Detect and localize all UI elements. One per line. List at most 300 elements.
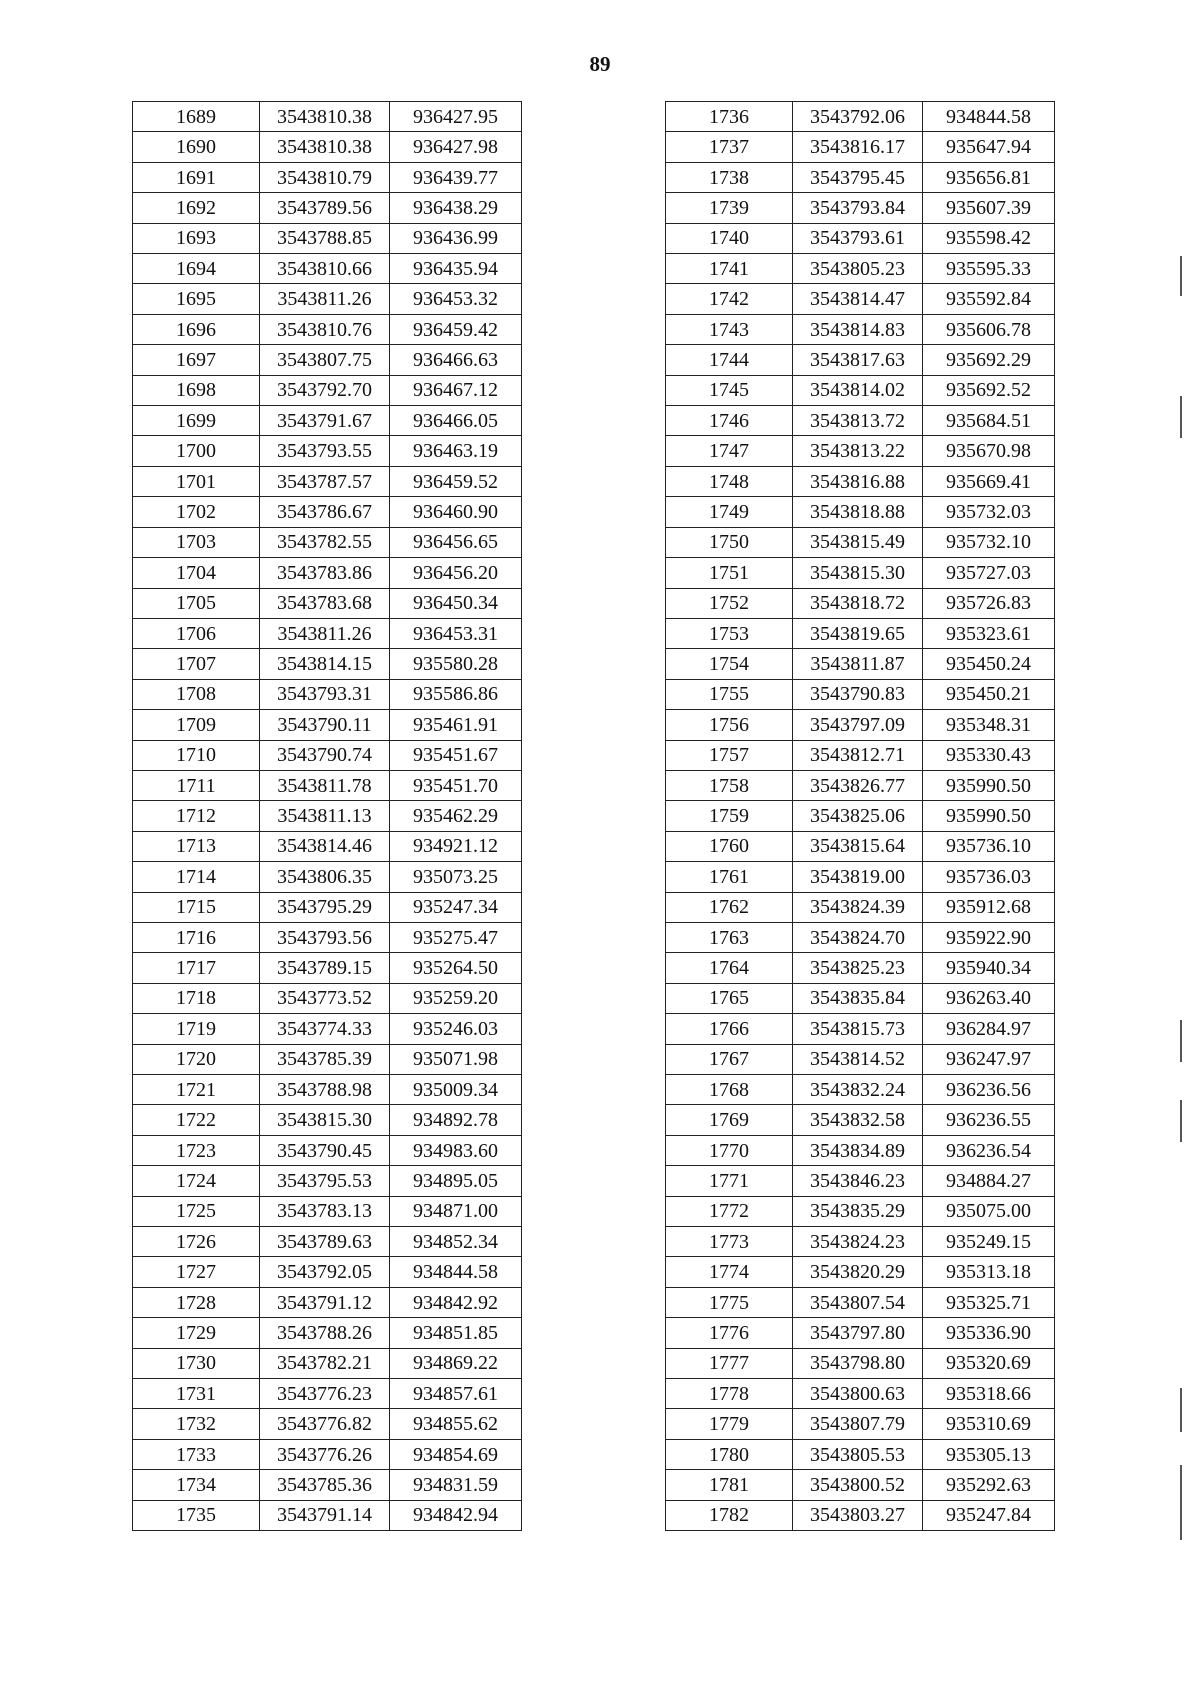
x-coordinate-cell: 3543793.84 [793,193,923,223]
table-row [133,1196,522,1226]
y-coordinate-cell: 936460.90 [390,497,522,527]
x-coordinate-cell: 3543795.29 [260,892,390,922]
table-row [666,1348,1055,1378]
point-number-cell: 1750 [666,527,793,557]
x-coordinate-cell: 3543810.38 [260,132,390,162]
table-row [666,254,1055,284]
x-coordinate-cell: 3543776.23 [260,1379,390,1409]
scan-mark [1180,1465,1182,1540]
y-coordinate-cell: 934844.58 [390,1257,522,1287]
y-coordinate-cell: 935259.20 [390,983,522,1013]
y-coordinate-cell: 936284.97 [923,1014,1055,1044]
x-coordinate-cell: 3543814.02 [793,375,923,405]
y-coordinate-cell: 935009.34 [390,1075,522,1105]
y-coordinate-cell: 934895.05 [390,1166,522,1196]
table-row [666,345,1055,375]
y-coordinate-cell: 935292.63 [923,1470,1055,1500]
y-coordinate-cell: 935071.98 [390,1044,522,1074]
table-row [133,892,522,922]
table-row [666,284,1055,314]
coordinate-table-right [665,101,1055,1531]
x-coordinate-cell: 3543811.26 [260,284,390,314]
point-number-cell: 1765 [666,983,793,1013]
table-row [666,862,1055,892]
x-coordinate-cell: 3543818.72 [793,588,923,618]
x-coordinate-cell: 3543789.63 [260,1227,390,1257]
y-coordinate-cell: 935736.10 [923,831,1055,861]
point-number-cell: 1724 [133,1166,260,1196]
table-row [133,740,522,770]
y-coordinate-cell: 936247.97 [923,1044,1055,1074]
point-number-cell: 1723 [133,1135,260,1165]
point-number-cell: 1732 [133,1409,260,1439]
table-row [666,831,1055,861]
point-number-cell: 1731 [133,1379,260,1409]
point-number-cell: 1770 [666,1135,793,1165]
y-coordinate-cell: 935586.86 [390,679,522,709]
table-row [133,1257,522,1287]
table-row [133,801,522,831]
x-coordinate-cell: 3543805.23 [793,254,923,284]
y-coordinate-cell: 935348.31 [923,710,1055,740]
y-coordinate-cell: 935073.25 [390,862,522,892]
x-coordinate-cell: 3543815.73 [793,1014,923,1044]
point-number-cell: 1720 [133,1044,260,1074]
y-coordinate-cell: 934983.60 [390,1135,522,1165]
table-row [133,1409,522,1439]
y-coordinate-cell: 934921.12 [390,831,522,861]
table-row [666,375,1055,405]
y-coordinate-cell: 935732.10 [923,527,1055,557]
point-number-cell: 1747 [666,436,793,466]
x-coordinate-cell: 3543810.66 [260,254,390,284]
table-row [666,1166,1055,1196]
y-coordinate-cell: 936439.77 [390,162,522,192]
table-row [666,892,1055,922]
table-row [133,1044,522,1074]
y-coordinate-cell: 934842.92 [390,1287,522,1317]
point-number-cell: 1781 [666,1470,793,1500]
y-coordinate-cell: 934842.94 [390,1500,522,1530]
y-coordinate-cell: 935726.83 [923,588,1055,618]
point-number-cell: 1707 [133,649,260,679]
y-coordinate-cell: 935305.13 [923,1439,1055,1469]
scan-mark [1180,1020,1182,1062]
y-coordinate-cell: 936456.65 [390,527,522,557]
y-coordinate-cell: 935249.15 [923,1227,1055,1257]
point-number-cell: 1754 [666,649,793,679]
table-row [133,983,522,1013]
table-row [133,406,522,436]
table-row [133,618,522,648]
point-number-cell: 1711 [133,770,260,800]
x-coordinate-cell: 3543800.52 [793,1470,923,1500]
y-coordinate-cell: 935461.91 [390,710,522,740]
x-coordinate-cell: 3543815.49 [793,527,923,557]
coordinate-table-body [133,102,522,1531]
y-coordinate-cell: 935450.24 [923,649,1055,679]
y-coordinate-cell: 935940.34 [923,953,1055,983]
scan-mark [1180,256,1182,296]
y-coordinate-cell: 935607.39 [923,193,1055,223]
table-row [133,132,522,162]
x-coordinate-cell: 3543810.38 [260,102,390,132]
x-coordinate-cell: 3543813.22 [793,436,923,466]
point-number-cell: 1691 [133,162,260,192]
x-coordinate-cell: 3543790.11 [260,710,390,740]
x-coordinate-cell: 3543811.87 [793,649,923,679]
point-number-cell: 1697 [133,345,260,375]
x-coordinate-cell: 3543786.67 [260,497,390,527]
y-coordinate-cell: 936438.29 [390,193,522,223]
point-number-cell: 1748 [666,466,793,496]
x-coordinate-cell: 3543805.53 [793,1439,923,1469]
y-coordinate-cell: 935580.28 [390,649,522,679]
scan-mark [1180,1388,1182,1432]
x-coordinate-cell: 3543788.98 [260,1075,390,1105]
y-coordinate-cell: 935330.43 [923,740,1055,770]
point-number-cell: 1727 [133,1257,260,1287]
x-coordinate-cell: 3543797.09 [793,710,923,740]
y-coordinate-cell: 936427.98 [390,132,522,162]
x-coordinate-cell: 3543818.88 [793,497,923,527]
table-row [133,1135,522,1165]
table-row [133,831,522,861]
x-coordinate-cell: 3543792.06 [793,102,923,132]
y-coordinate-cell: 934852.34 [390,1227,522,1257]
table-row [133,193,522,223]
table-row [666,618,1055,648]
y-coordinate-cell: 934851.85 [390,1318,522,1348]
point-number-cell: 1772 [666,1196,793,1226]
table-row [666,132,1055,162]
table-row [666,1439,1055,1469]
x-coordinate-cell: 3543824.39 [793,892,923,922]
point-number-cell: 1769 [666,1105,793,1135]
table-row [666,588,1055,618]
table-row [133,345,522,375]
table-row [666,801,1055,831]
x-coordinate-cell: 3543824.23 [793,1227,923,1257]
point-number-cell: 1760 [666,831,793,861]
table-row [666,1470,1055,1500]
x-coordinate-cell: 3543807.54 [793,1287,923,1317]
table-row [133,1318,522,1348]
point-number-cell: 1746 [666,406,793,436]
x-coordinate-cell: 3543803.27 [793,1500,923,1530]
y-coordinate-cell: 934844.58 [923,102,1055,132]
x-coordinate-cell: 3543795.45 [793,162,923,192]
table-row [133,1287,522,1317]
table-row [666,679,1055,709]
table-row [666,527,1055,557]
x-coordinate-cell: 3543814.15 [260,649,390,679]
y-coordinate-cell: 934884.27 [923,1166,1055,1196]
point-number-cell: 1762 [666,892,793,922]
table-row [133,1105,522,1135]
x-coordinate-cell: 3543783.13 [260,1196,390,1226]
table-row [133,284,522,314]
point-number-cell: 1703 [133,527,260,557]
table-row [133,1379,522,1409]
y-coordinate-cell: 934871.00 [390,1196,522,1226]
y-coordinate-cell: 935922.90 [923,922,1055,952]
x-coordinate-cell: 3543790.74 [260,740,390,770]
x-coordinate-cell: 3543776.26 [260,1439,390,1469]
y-coordinate-cell: 935320.69 [923,1348,1055,1378]
point-number-cell: 1692 [133,193,260,223]
table-row [133,588,522,618]
x-coordinate-cell: 3543834.89 [793,1135,923,1165]
y-coordinate-cell: 936263.40 [923,983,1055,1013]
page-number: 89 [589,52,611,76]
y-coordinate-cell: 935462.29 [390,801,522,831]
x-coordinate-cell: 3543817.63 [793,345,923,375]
point-number-cell: 1716 [133,922,260,952]
point-number-cell: 1774 [666,1257,793,1287]
point-number-cell: 1742 [666,284,793,314]
table-row [666,1500,1055,1530]
y-coordinate-cell: 935692.29 [923,345,1055,375]
x-coordinate-cell: 3543783.86 [260,558,390,588]
point-number-cell: 1738 [666,162,793,192]
y-coordinate-cell: 935669.41 [923,466,1055,496]
point-number-cell: 1780 [666,1439,793,1469]
point-number-cell: 1777 [666,1348,793,1378]
table-row [133,862,522,892]
x-coordinate-cell: 3543814.46 [260,831,390,861]
table-row [133,770,522,800]
table-row [666,649,1055,679]
point-number-cell: 1696 [133,314,260,344]
table-row [133,1348,522,1378]
x-coordinate-cell: 3543824.70 [793,922,923,952]
x-coordinate-cell: 3543810.76 [260,314,390,344]
point-number-cell: 1718 [133,983,260,1013]
x-coordinate-cell: 3543825.06 [793,801,923,831]
x-coordinate-cell: 3543835.84 [793,983,923,1013]
x-coordinate-cell: 3543819.65 [793,618,923,648]
point-number-cell: 1694 [133,254,260,284]
table-row [133,679,522,709]
point-number-cell: 1721 [133,1075,260,1105]
table-row [666,1196,1055,1226]
table-row [666,436,1055,466]
table-row [666,1287,1055,1317]
x-coordinate-cell: 3543785.36 [260,1470,390,1500]
x-coordinate-cell: 3543806.35 [260,862,390,892]
y-coordinate-cell: 935595.33 [923,254,1055,284]
x-coordinate-cell: 3543832.24 [793,1075,923,1105]
x-coordinate-cell: 3543791.14 [260,1500,390,1530]
x-coordinate-cell: 3543792.70 [260,375,390,405]
x-coordinate-cell: 3543789.15 [260,953,390,983]
y-coordinate-cell: 935912.68 [923,892,1055,922]
table-row [133,375,522,405]
y-coordinate-cell: 935336.90 [923,1318,1055,1348]
point-number-cell: 1722 [133,1105,260,1135]
y-coordinate-cell: 935318.66 [923,1379,1055,1409]
point-number-cell: 1704 [133,558,260,588]
table-row [666,740,1055,770]
point-number-cell: 1778 [666,1379,793,1409]
table-row [133,254,522,284]
point-number-cell: 1773 [666,1227,793,1257]
point-number-cell: 1717 [133,953,260,983]
table-row [666,102,1055,132]
x-coordinate-cell: 3543846.23 [793,1166,923,1196]
y-coordinate-cell: 935732.03 [923,497,1055,527]
point-number-cell: 1782 [666,1500,793,1530]
point-number-cell: 1761 [666,862,793,892]
y-coordinate-cell: 935323.61 [923,618,1055,648]
point-number-cell: 1695 [133,284,260,314]
point-number-cell: 1725 [133,1196,260,1226]
table-row [666,983,1055,1013]
point-number-cell: 1756 [666,710,793,740]
y-coordinate-cell: 935656.81 [923,162,1055,192]
table-row [133,922,522,952]
point-number-cell: 1730 [133,1348,260,1378]
table-row [666,1318,1055,1348]
table-row [666,953,1055,983]
y-coordinate-cell: 936466.63 [390,345,522,375]
table-row [133,527,522,557]
table-row [666,1105,1055,1135]
x-coordinate-cell: 3543814.52 [793,1044,923,1074]
x-coordinate-cell: 3543807.75 [260,345,390,375]
table-row [133,223,522,253]
y-coordinate-cell: 934855.62 [390,1409,522,1439]
y-coordinate-cell: 935451.70 [390,770,522,800]
point-number-cell: 1763 [666,922,793,952]
x-coordinate-cell: 3543811.26 [260,618,390,648]
x-coordinate-cell: 3543793.55 [260,436,390,466]
x-coordinate-cell: 3543816.88 [793,466,923,496]
x-coordinate-cell: 3543787.57 [260,466,390,496]
y-coordinate-cell: 935325.71 [923,1287,1055,1317]
point-number-cell: 1708 [133,679,260,709]
y-coordinate-cell: 934854.69 [390,1439,522,1469]
x-coordinate-cell: 3543798.80 [793,1348,923,1378]
point-number-cell: 1739 [666,193,793,223]
point-number-cell: 1705 [133,588,260,618]
y-coordinate-cell: 935310.69 [923,1409,1055,1439]
table-row [133,1075,522,1105]
table-row [133,558,522,588]
y-coordinate-cell: 935246.03 [390,1014,522,1044]
x-coordinate-cell: 3543782.21 [260,1348,390,1378]
x-coordinate-cell: 3543820.29 [793,1257,923,1287]
point-number-cell: 1713 [133,831,260,861]
point-number-cell: 1759 [666,801,793,831]
y-coordinate-cell: 935592.84 [923,284,1055,314]
x-coordinate-cell: 3543814.83 [793,314,923,344]
point-number-cell: 1752 [666,588,793,618]
point-number-cell: 1733 [133,1439,260,1469]
x-coordinate-cell: 3543774.33 [260,1014,390,1044]
table-row [666,1409,1055,1439]
y-coordinate-cell: 936453.31 [390,618,522,648]
x-coordinate-cell: 3543814.47 [793,284,923,314]
y-coordinate-cell: 935313.18 [923,1257,1055,1287]
table-row [666,1227,1055,1257]
x-coordinate-cell: 3543792.05 [260,1257,390,1287]
x-coordinate-cell: 3543815.30 [793,558,923,588]
x-coordinate-cell: 3543797.80 [793,1318,923,1348]
table-row [666,1135,1055,1165]
point-number-cell: 1726 [133,1227,260,1257]
table-row [133,649,522,679]
table-row [666,162,1055,192]
x-coordinate-cell: 3543807.79 [793,1409,923,1439]
point-number-cell: 1712 [133,801,260,831]
y-coordinate-cell: 936453.32 [390,284,522,314]
point-number-cell: 1735 [133,1500,260,1530]
x-coordinate-cell: 3543825.23 [793,953,923,983]
table-row [666,193,1055,223]
table-row [133,314,522,344]
x-coordinate-cell: 3543793.31 [260,679,390,709]
x-coordinate-cell: 3543826.77 [793,770,923,800]
table-row [133,466,522,496]
point-number-cell: 1734 [133,1470,260,1500]
y-coordinate-cell: 935075.00 [923,1196,1055,1226]
point-number-cell: 1766 [666,1014,793,1044]
table-row [133,102,522,132]
table-row [133,497,522,527]
y-coordinate-cell: 935450.21 [923,679,1055,709]
table-row [133,1014,522,1044]
table-row [133,436,522,466]
x-coordinate-cell: 3543791.67 [260,406,390,436]
y-coordinate-cell: 935684.51 [923,406,1055,436]
y-coordinate-cell: 936466.05 [390,406,522,436]
table-row [133,953,522,983]
x-coordinate-cell: 3543788.26 [260,1318,390,1348]
point-number-cell: 1690 [133,132,260,162]
x-coordinate-cell: 3543835.29 [793,1196,923,1226]
point-number-cell: 1775 [666,1287,793,1317]
x-coordinate-cell: 3543783.68 [260,588,390,618]
x-coordinate-cell: 3543789.56 [260,193,390,223]
point-number-cell: 1714 [133,862,260,892]
y-coordinate-cell: 936436.99 [390,223,522,253]
y-coordinate-cell: 935736.03 [923,862,1055,892]
x-coordinate-cell: 3543793.61 [793,223,923,253]
table-row [666,466,1055,496]
table-row [666,770,1055,800]
table-row [133,1227,522,1257]
table-row [666,1379,1055,1409]
point-number-cell: 1706 [133,618,260,648]
point-number-cell: 1689 [133,102,260,132]
point-number-cell: 1776 [666,1318,793,1348]
y-coordinate-cell: 935598.42 [923,223,1055,253]
table-row [133,162,522,192]
table-row [666,1014,1055,1044]
x-coordinate-cell: 3543813.72 [793,406,923,436]
x-coordinate-cell: 3543832.58 [793,1105,923,1135]
point-number-cell: 1702 [133,497,260,527]
y-coordinate-cell: 935247.34 [390,892,522,922]
x-coordinate-cell: 3543819.00 [793,862,923,892]
y-coordinate-cell: 935247.84 [923,1500,1055,1530]
point-number-cell: 1740 [666,223,793,253]
point-number-cell: 1779 [666,1409,793,1439]
x-coordinate-cell: 3543776.82 [260,1409,390,1439]
y-coordinate-cell: 935670.98 [923,436,1055,466]
